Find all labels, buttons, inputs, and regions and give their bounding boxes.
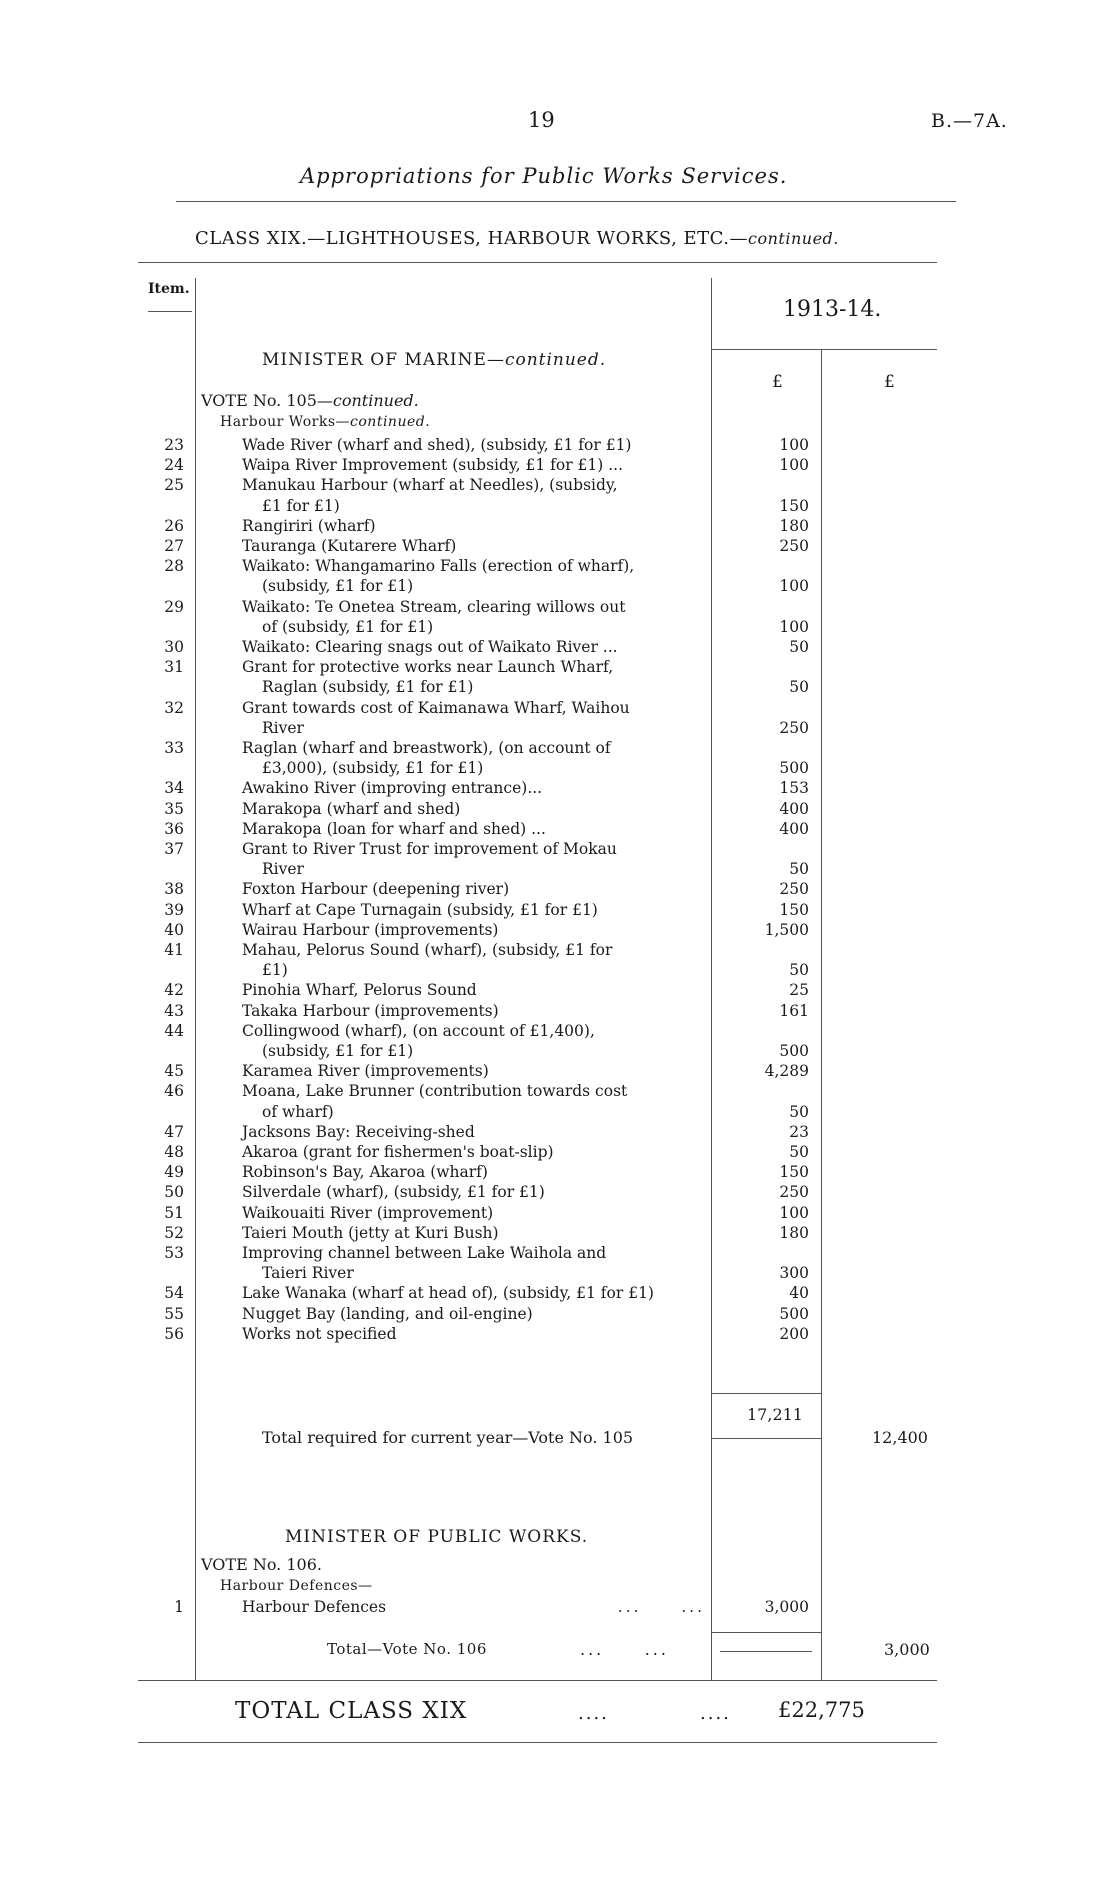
item-description: Raglan (wharf and breastwork), (on account of xyxy=(242,739,611,757)
item-description-continued: £1) xyxy=(262,961,288,980)
item-number: 40 xyxy=(164,920,184,939)
item-description: Mahau, Pelorus Sound (wharf), (subsidy, £1 for xyxy=(242,941,613,959)
vote-106-dash xyxy=(720,1651,812,1652)
item-description: Tauranga (Kutarere Wharf) xyxy=(242,537,457,555)
minister-text: MINISTER OF MARINE— xyxy=(262,350,505,370)
item-number: 34 xyxy=(164,779,184,798)
item-amount: 1,500 xyxy=(764,920,809,939)
class-heading xyxy=(195,228,839,249)
item-amount: 150 xyxy=(779,496,809,515)
item-amount: 200 xyxy=(779,1324,809,1343)
item-description: Waikato: Whangamarino Falls (erection of wharf), xyxy=(242,557,635,576)
item-amount: 250 xyxy=(779,1183,809,1202)
item-amount: 500 xyxy=(779,759,809,778)
item-number: 42 xyxy=(164,981,184,1000)
item-description-continued: (subsidy, £1 for £1) xyxy=(262,577,414,596)
pound-header-col2: £ xyxy=(884,372,895,392)
leader-dots: ... ... xyxy=(580,1640,669,1659)
item-number: 48 xyxy=(164,1143,184,1161)
item-description-continued: Raglan (subsidy, £1 for £1) xyxy=(262,678,474,697)
vote-106-rule xyxy=(711,1632,821,1633)
item-number: 38 xyxy=(164,880,184,899)
item-description: Marakopa (loan for wharf and shed) ... xyxy=(242,819,546,838)
item-amount: 23 xyxy=(789,1122,809,1141)
item-number: 43 xyxy=(164,1001,184,1020)
item-number: 52 xyxy=(164,1223,184,1242)
item-number: 32 xyxy=(164,698,184,717)
table-top-rule xyxy=(138,262,937,263)
item-number: 26 xyxy=(164,516,184,535)
title-rule xyxy=(176,201,956,202)
subhead-harbour-defences: Harbour Defences— xyxy=(220,1578,373,1594)
item-description: Nugget Bay (landing, and oil-engine) xyxy=(242,1304,533,1323)
item-description-continued: (subsidy, £1 for £1) xyxy=(262,1041,414,1060)
item-number: 47 xyxy=(164,1122,184,1141)
item-description: Works not specified xyxy=(242,1324,397,1343)
item-number: 29 xyxy=(164,597,184,616)
item-amount: 180 xyxy=(779,516,809,535)
vote-105-total-label: Total required for current year—Vote No. 105 xyxy=(262,1428,634,1447)
leader-dots: ... ... xyxy=(617,1598,705,1616)
item-number: 28 xyxy=(164,557,184,576)
item-description: Waikouaiti River (improvement) xyxy=(242,1203,494,1222)
item-label: Harbour Defences xyxy=(242,1598,387,1616)
item-amount: 50 xyxy=(789,961,809,980)
pound-column-divider xyxy=(821,350,822,1680)
item-description: Marakopa (wharf and shed) xyxy=(242,799,461,818)
item-amount: 50 xyxy=(789,678,809,697)
item-number: 23 xyxy=(164,436,184,454)
subhead-harbour-works xyxy=(220,414,430,430)
item-number: 56 xyxy=(164,1324,184,1343)
item-number: 45 xyxy=(164,1062,184,1081)
item-number: 24 xyxy=(164,456,184,475)
vote-text: VOTE No. 105— xyxy=(201,391,333,410)
vote-heading-105 xyxy=(201,391,419,410)
item-amount: 500 xyxy=(779,1041,809,1060)
item-number: 33 xyxy=(164,739,184,757)
item-number: 25 xyxy=(164,476,184,495)
item-description: Jacksons Bay: Receiving-shed xyxy=(242,1122,475,1141)
item-number: 27 xyxy=(164,537,184,555)
item-description: Waikato: Te Onetea Stream, clearing willows out xyxy=(242,597,626,616)
item-description: Grant for protective works near Launch Wharf, xyxy=(242,658,614,677)
item-amount: 50 xyxy=(789,1102,809,1121)
item-amount: 100 xyxy=(779,436,809,454)
item-number: 31 xyxy=(164,658,184,677)
item-number: 54 xyxy=(164,1284,184,1303)
item-number: 30 xyxy=(164,638,184,656)
item-number: 55 xyxy=(164,1304,184,1323)
item-number: 36 xyxy=(164,819,184,838)
item-amount: 250 xyxy=(779,880,809,899)
subhead-text: Harbour Works— xyxy=(220,414,351,430)
item-amount: 100 xyxy=(779,577,809,596)
item-amount: 100 xyxy=(779,456,809,475)
item-description: Lake Wanaka (wharf at head of), (subsidy, £1 for £1) xyxy=(242,1284,654,1303)
item-amount: 100 xyxy=(779,1203,809,1222)
item-amount: 50 xyxy=(789,638,809,656)
item-description: Foxton Harbour (deepening river) xyxy=(242,880,510,899)
grand-total-amount: £22,775 xyxy=(778,1698,865,1722)
class-heading-suffix: continued. xyxy=(748,229,839,248)
item-description: Taieri Mouth (jetty at Kuri Bush) xyxy=(242,1223,499,1242)
item-description: Manukau Harbour (wharf at Needles), (subsidy, xyxy=(242,476,618,495)
item-number: 44 xyxy=(164,1021,184,1040)
item-description: Grant towards cost of Kaimanawa Wharf, Waihou xyxy=(242,698,630,717)
item-number: 37 xyxy=(164,840,184,858)
item-description: Moana, Lake Brunner (contribution towards cost xyxy=(242,1082,628,1101)
item-amount: 50 xyxy=(789,860,809,879)
item-amount: 100 xyxy=(779,617,809,636)
subtotal-rule xyxy=(711,1393,821,1394)
item-amount: 161 xyxy=(779,1001,809,1020)
item-description-continued: £1 for £1) xyxy=(262,496,340,515)
item-header-rule xyxy=(148,311,192,312)
item-number: 50 xyxy=(164,1183,184,1202)
item-description-continued: River xyxy=(262,860,304,879)
item-amount: 400 xyxy=(779,799,809,818)
minister-suffix: continued. xyxy=(504,350,607,370)
item-description: Rangiriri (wharf) xyxy=(242,516,376,535)
item-amount: 150 xyxy=(779,1163,809,1182)
item-description: Waipa River Improvement (subsidy, £1 for £1) ... xyxy=(242,456,624,475)
item-amount: 500 xyxy=(779,1304,809,1323)
item-number: 53 xyxy=(164,1244,184,1262)
item-description-continued: River xyxy=(262,718,304,737)
item-amount: 250 xyxy=(779,537,809,555)
item-description: Wairau Harbour (improvements) xyxy=(242,920,499,939)
item-amount: 50 xyxy=(789,1143,809,1161)
table-bottom-rule xyxy=(138,1680,937,1681)
vote-heading-106: VOTE No. 106. xyxy=(201,1555,322,1574)
item-amount: 25 xyxy=(789,981,809,1000)
page-title: Appropriations for Public Works Services. xyxy=(300,164,788,188)
item-amount: 40 xyxy=(789,1284,809,1303)
minister-heading-marine xyxy=(262,350,606,370)
amount-column-divider xyxy=(711,278,712,1680)
item-description: Silverdale (wharf), (subsidy, £1 for £1) xyxy=(242,1183,545,1202)
item-number: 46 xyxy=(164,1082,184,1101)
item-amount: 150 xyxy=(779,900,809,919)
vote-106-total-amount: 3,000 xyxy=(884,1640,930,1659)
year-header-rule xyxy=(711,349,937,350)
item-amount: 153 xyxy=(779,779,809,798)
item-description: Akaroa (grant for fishermen's boat-slip) xyxy=(242,1143,554,1161)
item-amount: 3,000 xyxy=(764,1598,809,1616)
vote-106-total-label: Total—Vote No. 106 xyxy=(327,1640,487,1658)
item-number: 1 xyxy=(174,1598,184,1616)
grand-total-rule xyxy=(138,1742,937,1743)
item-description: Robinson's Bay, Akaroa (wharf) xyxy=(242,1163,488,1182)
year-header: 1913-14. xyxy=(783,297,882,322)
item-description-continued: £3,000), (subsidy, £1 for £1) xyxy=(262,759,484,778)
item-column-header: Item. xyxy=(148,281,190,297)
item-amount: 180 xyxy=(779,1223,809,1242)
item-number: 49 xyxy=(164,1163,184,1182)
subhead-suffix: continued. xyxy=(350,414,431,430)
item-number: 39 xyxy=(164,900,184,919)
vote-suffix: continued. xyxy=(332,391,419,410)
item-description: Grant to River Trust for improvement of Mokau xyxy=(242,840,617,858)
item-description: Improving channel between Lake Waihola and xyxy=(242,1244,607,1262)
item-amount: 4,289 xyxy=(764,1062,809,1081)
page-number: 19 xyxy=(528,108,555,132)
item-number: 41 xyxy=(164,941,184,959)
class-heading-text: CLASS XIX.—LIGHTHOUSES, HARBOUR WORKS, ETC.— xyxy=(195,228,749,249)
item-column-divider xyxy=(195,278,196,1680)
item-description-continued: of (subsidy, £1 for £1) xyxy=(262,617,434,636)
item-description: Karamea River (improvements) xyxy=(242,1062,489,1081)
item-description: Pinohia Wharf, Pelorus Sound xyxy=(242,981,477,1000)
item-number: 35 xyxy=(164,799,184,818)
item-description-continued: of wharf) xyxy=(262,1102,334,1121)
item-amount: 250 xyxy=(779,718,809,737)
grand-total-label: TOTAL CLASS XIX xyxy=(235,1698,468,1724)
grand-total-dots-1: .... xyxy=(578,1703,609,1724)
item-amount: 400 xyxy=(779,819,809,838)
document-reference: B.—7A. xyxy=(931,110,1008,132)
item-description: Wade River (wharf and shed), (subsidy, £1 for £1) xyxy=(242,436,632,454)
item-description: Wharf at Cape Turnagain (subsidy, £1 for £1) xyxy=(242,900,598,919)
grand-total-dots-2: .... xyxy=(700,1703,731,1724)
subtotal-underline xyxy=(711,1438,821,1439)
item-description xyxy=(242,1598,705,1616)
item-description: Waikato: Clearing snags out of Waikato River ... xyxy=(242,638,618,656)
item-number: 51 xyxy=(164,1203,184,1222)
item-description: Awakino River (improving entrance)... xyxy=(242,779,543,798)
subtotal-amount: 17,211 xyxy=(747,1405,803,1424)
item-description: Takaka Harbour (improvements) xyxy=(242,1001,499,1020)
item-description: Collingwood (wharf), (on account of £1,400), xyxy=(242,1021,595,1040)
item-description-continued: Taieri River xyxy=(262,1264,354,1283)
vote-105-total-amount: 12,400 xyxy=(872,1428,928,1447)
item-amount: 300 xyxy=(779,1264,809,1283)
minister-heading-public-works: MINISTER OF PUBLIC WORKS. xyxy=(285,1527,589,1547)
pound-header-col1: £ xyxy=(772,372,783,392)
